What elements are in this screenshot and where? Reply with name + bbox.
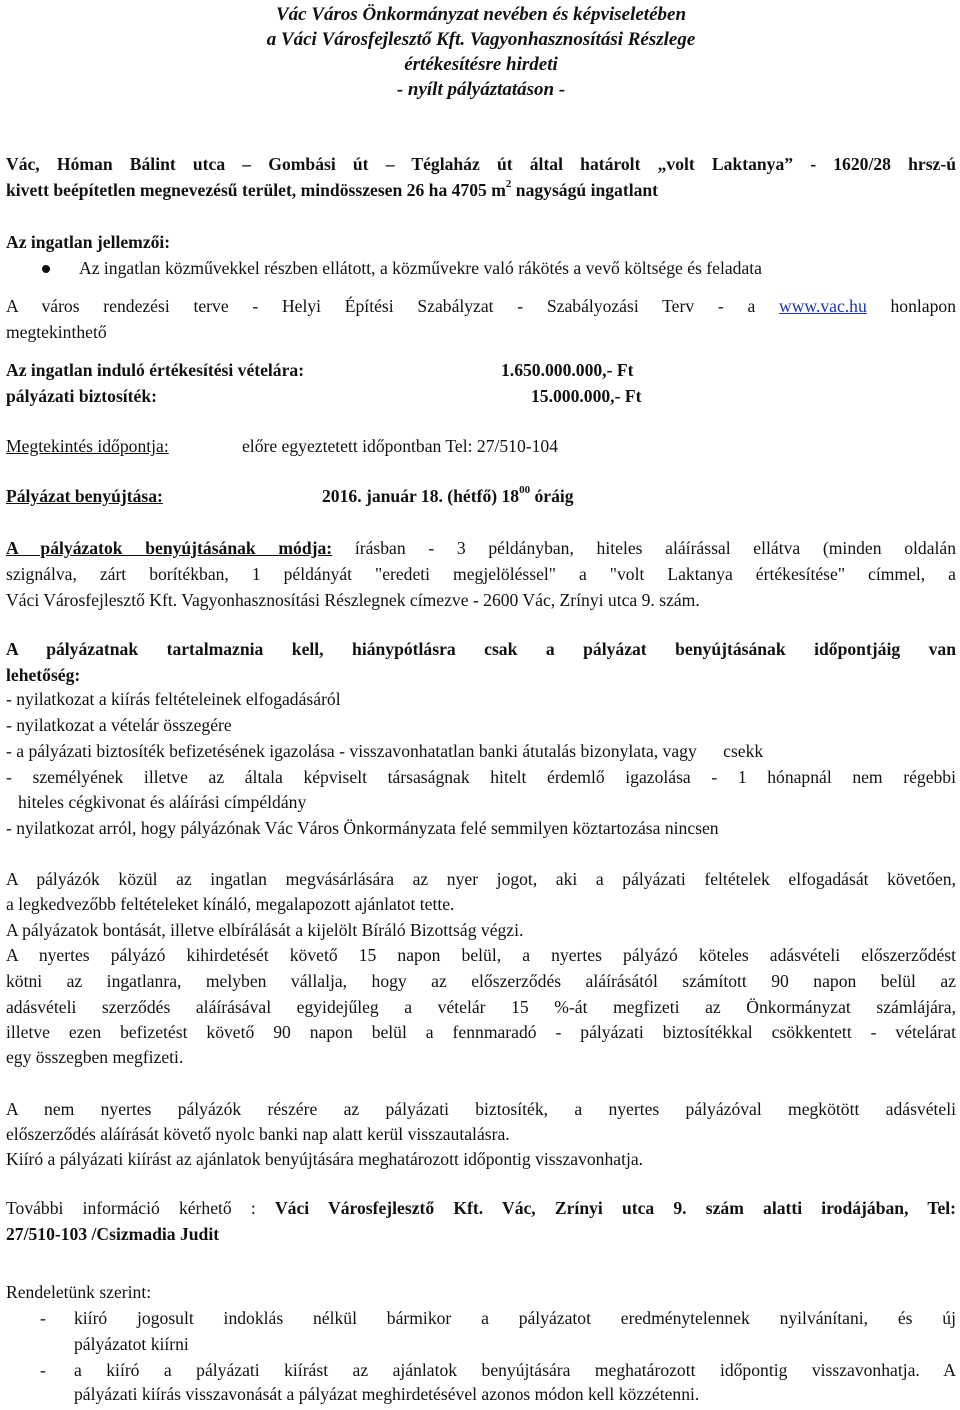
submission-suffix: óráig — [530, 486, 574, 506]
terms-p3-line: egy összegben megfizeti. — [6, 1047, 184, 1067]
price-row — [6, 358, 956, 384]
dash-bullet: - — [40, 1308, 46, 1328]
contact-label: További információ kérhető : — [6, 1198, 275, 1218]
dash-bullet: - — [40, 1360, 46, 1380]
submission-deadline — [322, 484, 574, 510]
method-line-2: szignálva, zárt borítékban, 1 példányát "eredeti megjelöléssel" a "volt Laktanya értékesítése" címmel, a — [6, 564, 956, 584]
terms-p4-line-1: A nem nyertes pályázók részére az pályázati biztosíték, a nyertes pályázóval megkötött adásvételi — [6, 1099, 956, 1119]
regulation-item-line-2: pályázati kiírás visszavonását a pályázat meghirdetésével azonos módon kell közzétenni. — [74, 1384, 700, 1404]
document-header — [6, 2, 956, 102]
contact-line-1 — [6, 1196, 956, 1222]
deposit-label: pályázati biztosíték: — [6, 386, 157, 406]
features-heading: Az ingatlan jellemzői: — [6, 232, 171, 252]
contents-item: - a pályázati biztosíték befizetésének igazolása - visszavonhatatlan banki átutalás bizonylata, vagy csekk — [6, 741, 764, 761]
contents-heading-line-1: A pályázatnak tartalmaznia kell, hiánypótlásra csak a pályázat benyújtásának időpontjáig van — [6, 639, 956, 659]
contents-item: - nyilatkozat a vételár összegére — [6, 715, 232, 735]
terms-p3-line: A nyertes pályázó kihirdetését követő 15 napon belül, a nyertes pályázó köteles adásvételi előszerződést — [6, 945, 956, 965]
header-line-3: értékesítésre hirdeti — [404, 54, 558, 75]
terms-p3-line: kötni az ingatlanra, melyben vállalja, hogy az előszerződés aláírásától számított 90 napon belül az — [6, 971, 956, 991]
terms-p1-line-1: A pályázók közül az ingatlan megvásárlására az nyer jogot, aki a pályázati feltételek elfogadását követően, — [6, 869, 956, 889]
submission-day: (hétfő) 18 — [442, 486, 520, 506]
submission-row — [6, 484, 956, 510]
terms-p4-line-2: előszerződés aláírását követő nyolc banki nap alatt kerül visszautalásra. — [6, 1124, 510, 1144]
contents-item-continuation: hiteles cégkivonat és aláírási címpéldány — [18, 792, 307, 812]
property-description-end: nagyságú ingatlant — [511, 180, 659, 200]
vac-website-link[interactable]: www.vac.hu — [779, 296, 867, 316]
regulation-item — [6, 1306, 956, 1358]
submission-minutes: 00 — [519, 484, 531, 497]
regulation-item-line-2: pályázatot kiírni — [74, 1334, 189, 1354]
regulation-item-line-1: kiíró jogosult indoklás nélkül bármikor a pályázatot eredménytelennek nyilvánítani, és új — [74, 1308, 956, 1328]
terms-p3-line: illetve ezen befizetést követő 90 napon belül a fennmaradó - pályázati biztosítékkal csökkentett - vételárat — [6, 1022, 956, 1042]
contents-item: - nyilatkozat arról, hogy pályázónak Vác Város Önkormányzata felé semmilyen köztartozása nincsen — [6, 818, 719, 838]
contact-address: Váci Városfejlesztő Kft. Vác, Zrínyi utca 9. szám alatti irodájában, Tel: — [274, 1198, 957, 1218]
contents-item: - személyének illetve az általa képviselt társaságnak hitelt érdemlő igazolása - 1 hónapnál nem régebbi — [6, 767, 956, 787]
contents-item: - nyilatkozat a kiírás feltételeinek elfogadásáról — [6, 689, 341, 709]
header-line-2: a Váci Városfejlesztő Kft. Vagyonhasznosítási Részlege — [266, 29, 696, 50]
property-line-2 — [6, 178, 956, 204]
plan-line-1 — [6, 294, 956, 320]
method-line-1 — [6, 536, 956, 562]
deposit-row — [6, 384, 956, 410]
area-unit-superscript: 2 — [505, 178, 512, 191]
bullet-icon — [42, 265, 50, 273]
property-description: kivett beépítetlen megnevezésű terület, mindösszesen 26 ha 4705 m — [6, 180, 506, 200]
submission-date: 2016. január 18. — [322, 486, 443, 506]
regulation-heading: Rendeletünk szerint: — [6, 1282, 152, 1302]
method-text: írásban - 3 példányban, hiteles aláírással ellátva (minden oldalán — [332, 538, 956, 558]
viewing-value: előre egyeztetett időpontban Tel: 27/510-104 — [242, 436, 559, 456]
terms-p3-line: adásvételi szerződés aláírásával egyidejűleg a vételár 15 %-át megfizeti az Önkormányzat számlájára, — [6, 997, 956, 1017]
contact-line-2: 27/510-103 /Csizmadia Judit — [6, 1224, 220, 1244]
features-bullet-text: Az ingatlan közművekkel részben ellátott, a közművekre való rákötés a vevő költsége és feladata — [79, 258, 762, 278]
submission-label: Pályázat benyújtása: — [6, 486, 163, 506]
terms-p2: A pályázatok bontását, illetve elbírálását a kijelölt Bíráló Bizottság végzi. — [6, 920, 524, 940]
regulation-item — [6, 1358, 956, 1410]
regulation-item-line-1: a kiíró a pályázati kiírást az ajánlatok benyújtására meghatározott időpontig visszavonhatja. A — [74, 1360, 956, 1380]
price-label: Az ingatlan induló értékesítési vételára: — [6, 360, 305, 380]
terms-p5: Kiíró a pályázati kiírást az ajánlatok benyújtására meghatározott időpontig visszavonhatja. — [6, 1149, 644, 1169]
price-value: 1.650.000.000,- Ft — [501, 360, 634, 380]
plan-text-after: honlapon — [866, 296, 956, 316]
deposit-value: 15.000.000,- Ft — [531, 386, 642, 406]
viewing-row — [6, 434, 956, 460]
plan-text: A város rendezési terve - Helyi Építési Szabályzat - Szabályozási Terv - a — [6, 296, 779, 316]
method-label: A pályázatok benyújtásának módja: — [6, 538, 333, 558]
property-line-1: Vác, Hóman Bálint utca – Gombási út – Téglaház út által határolt „volt Laktanya” - 1620/28 hrsz-ú — [6, 154, 956, 174]
viewing-label: Megtekintés időpontja: — [6, 436, 169, 456]
header-line-1: Vác Város Önkormányzat nevében és képviseletében — [275, 4, 687, 25]
method-line-3: Váci Városfejlesztő Kft. Vagyonhasznosítási Részlegnek címezve - 2600 Vác, Zrínyi utca 9. szám. — [6, 590, 700, 610]
header-line-4: - nyílt pályáztatáson - — [396, 79, 566, 100]
plan-line-2: megtekinthető — [6, 322, 107, 342]
contents-heading-line-2: lehetőség: — [6, 665, 81, 685]
terms-p1-line-2: a legkedvezőbb feltételeket kínáló, megalapozott ajánlatot tette. — [6, 894, 455, 914]
